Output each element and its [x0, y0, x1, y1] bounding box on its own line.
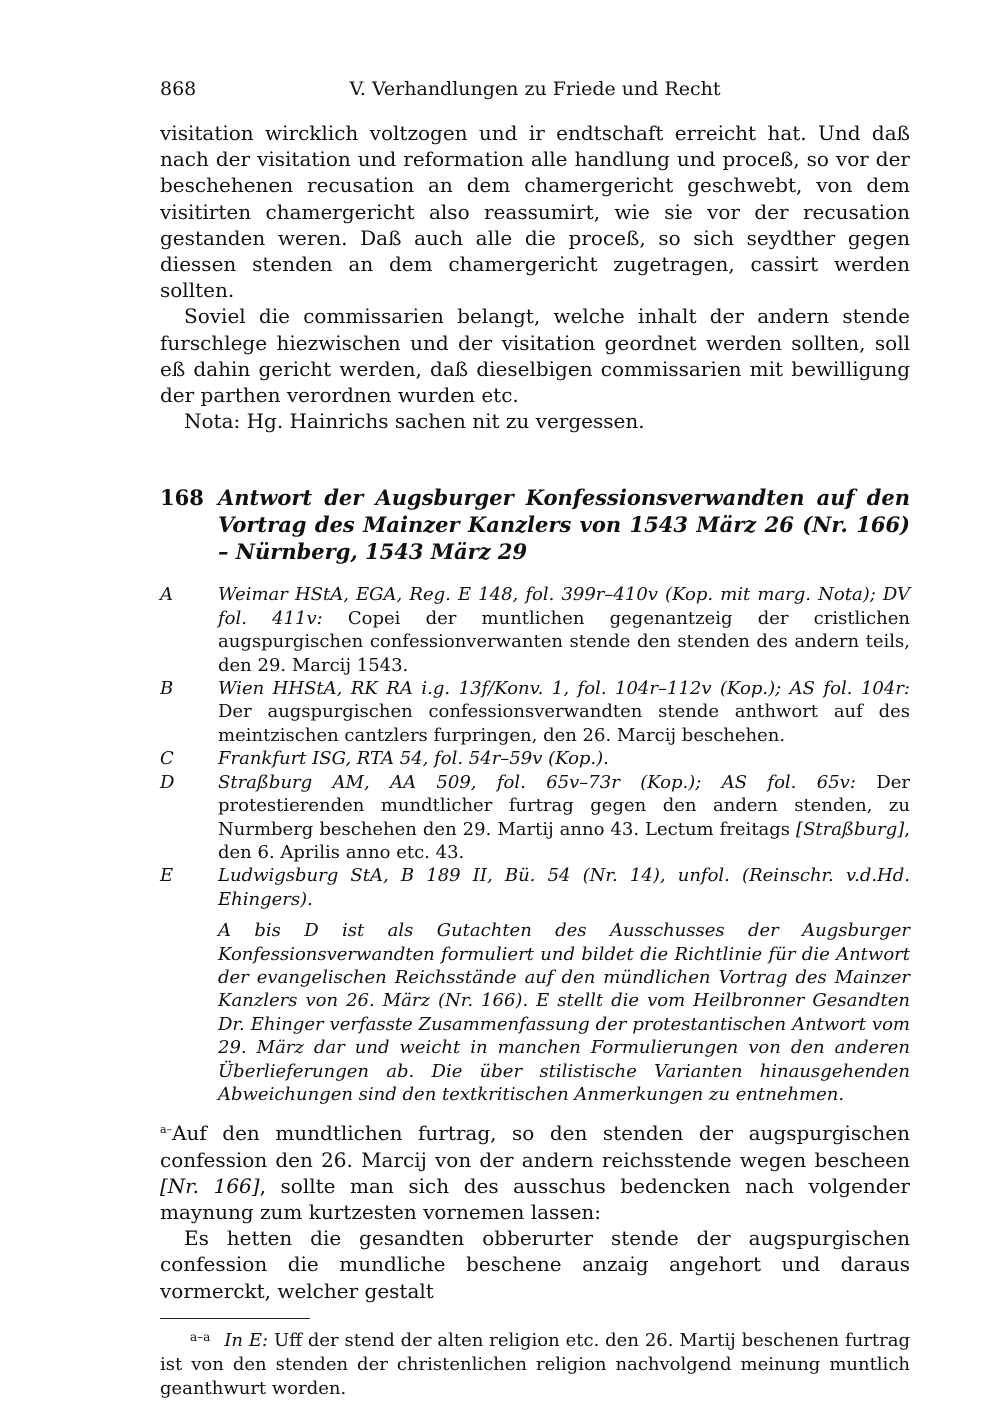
- variant-mark: a–: [160, 1123, 173, 1137]
- source-siglum: C: [160, 748, 174, 770]
- paragraph: Es hetten die gesandten obberurter stende der augspurgischen confession die mundliche beschene anzaig angehort und daraus vormerckt, welcher gestalt: [160, 1226, 910, 1303]
- source-place: [Straßburg]: [796, 818, 905, 840]
- source-siglum: D: [160, 771, 175, 793]
- running-title: V. Verhandlungen zu Friede und Recht: [349, 78, 721, 100]
- source-siglum: B: [160, 678, 174, 700]
- document-heading: [160, 484, 910, 565]
- source-entry: [160, 583, 910, 677]
- footnote-rule: [160, 1318, 310, 1319]
- source-description-end: , den 6. Aprilis anno etc. 43.: [218, 818, 910, 863]
- page: [160, 78, 910, 1401]
- footnote-label: In E:: [224, 1329, 269, 1351]
- footnote: [160, 1325, 910, 1401]
- paragraph: Soviel die commissarien belangt, welche inhalt der andern stende furschlege hiezwischen und der visitation geordnet werden sollten, soll eß dahin gericht werden, daß dieselbigen commissarien mit bewilligung der parthen verordnen wurden etc.: [160, 304, 910, 408]
- source-location: Straßburg AM, AA 509, fol. 65v–73r (Kop.); AS fol. 65v:: [218, 771, 856, 793]
- main-text: [160, 1120, 910, 1303]
- paragraph: $^{a-}$Auf den mundtlichen furtrag, so den stenden der augspurgischen confession den 26. Marcij von der andern reichsstende wegen bescheen [Nr. 166], sollte man sich des ausschus bedencken nach volgender maynung zum kurtzesten vornemen lassen:: [160, 1121, 910, 1224]
- source-location: Wien HHStA, RK RA i.g. 13f/Konv. 1, fol. 104r–112v (Kop.); AS fol. 104r:: [218, 678, 910, 700]
- source-description: Copei der muntlichen gegenantzeig der cristlichen augspurgischen confessionverwanten stende den stenden des andern teils, den 29. Marcij 1543.: [218, 607, 910, 676]
- continued-text: [160, 120, 910, 434]
- document-number: 168: [160, 485, 204, 511]
- page-number: 868: [160, 78, 197, 100]
- paragraph: Nota: Hg. Hainrichs sachen nit zu vergessen.: [184, 409, 645, 434]
- source-entry: [160, 677, 910, 747]
- source-entry: [160, 771, 910, 865]
- source-location: Frankfurt ISG, RTA 54, fol. 54r–59v (Kop.).: [218, 748, 609, 770]
- cross-reference: [Nr. 166]: [160, 1173, 260, 1198]
- source-list: [160, 583, 910, 1106]
- paragraph: visitation wircklich voltzogen und ir endtschaft erreicht hat. Und daß nach der visitation und reformation alle handlung und proceß, so vor der beschehenen recusation an dem chamergericht geschwebt, von dem visitirten chamergericht also reassumirt, wie sie vor der recusation gestanden weren. Daß auch alle die proceß, so sich seydther gegen diessen stenden an dem chamergericht zugetragen, cassirt werden sollten.: [160, 121, 910, 303]
- running-header: [160, 78, 910, 108]
- source-description: Der protestierenden mundtlicher furtrag gegen den andern stenden, zu Nurmberg beschehen den 29. Martij anno 43. Lectum freitags: [218, 771, 910, 840]
- source-description: Der augspurgischen confessionsverwandten stende anthwort auf des meintzischen cantzlers furpringen, den 26. Marcij beschehen.: [218, 701, 910, 746]
- source-entry: [160, 747, 910, 770]
- source-siglum: E: [160, 865, 174, 887]
- document-title: Antwort der Augsburger Konfessionsverwandten auf den Vortrag des Mainzer Kanzlers von 1543 März 26 (Nr. 166) – Nürnberg, 1543 März 29: [218, 485, 910, 565]
- editorial-note: A bis D ist als Gutachten des Ausschusses der Augsburger Konfessionsverwandten formuliert und bildet die Richtlinie für die Antwort der evangelischen Reichsstände auf den mündlichen Vortrag des Mainzer Kanzlers von 26. März (Nr. 166). E stellt die vom Heilbronner Gesandten Dr. Ehinger verfasste Zusammenfassung der protestantischen Antwort vom 29. März dar und weicht in manchen Formulierungen von den anderen Überlieferungen ab. Die über stilistische Varianten hinausgehenden Abweichungen sind den textkritischen Anmerkungen zu entnehmen.: [218, 920, 910, 1105]
- footnote-text: Uff der stend der alten religion etc. den 26. Martij beschenen furtrag ist von den stenden der christenlichen religion nachvolgend meinung muntlich geanthwurt worden.: [160, 1329, 910, 1399]
- source-entry: [160, 864, 910, 911]
- source-location: Weimar HStA, EGA, Reg. E 148, fol. 399r–410v (Kop. mit marg. Nota); DV fol. 411v:: [218, 584, 910, 629]
- footnote-mark: a–a: [190, 1329, 211, 1344]
- source-location: Ludwigsburg StA, B 189 II, Bü. 54 (Nr. 14), unfol. (Reinschr. v.d.Hd. Ehingers).: [218, 865, 910, 910]
- source-siglum: A: [160, 584, 173, 606]
